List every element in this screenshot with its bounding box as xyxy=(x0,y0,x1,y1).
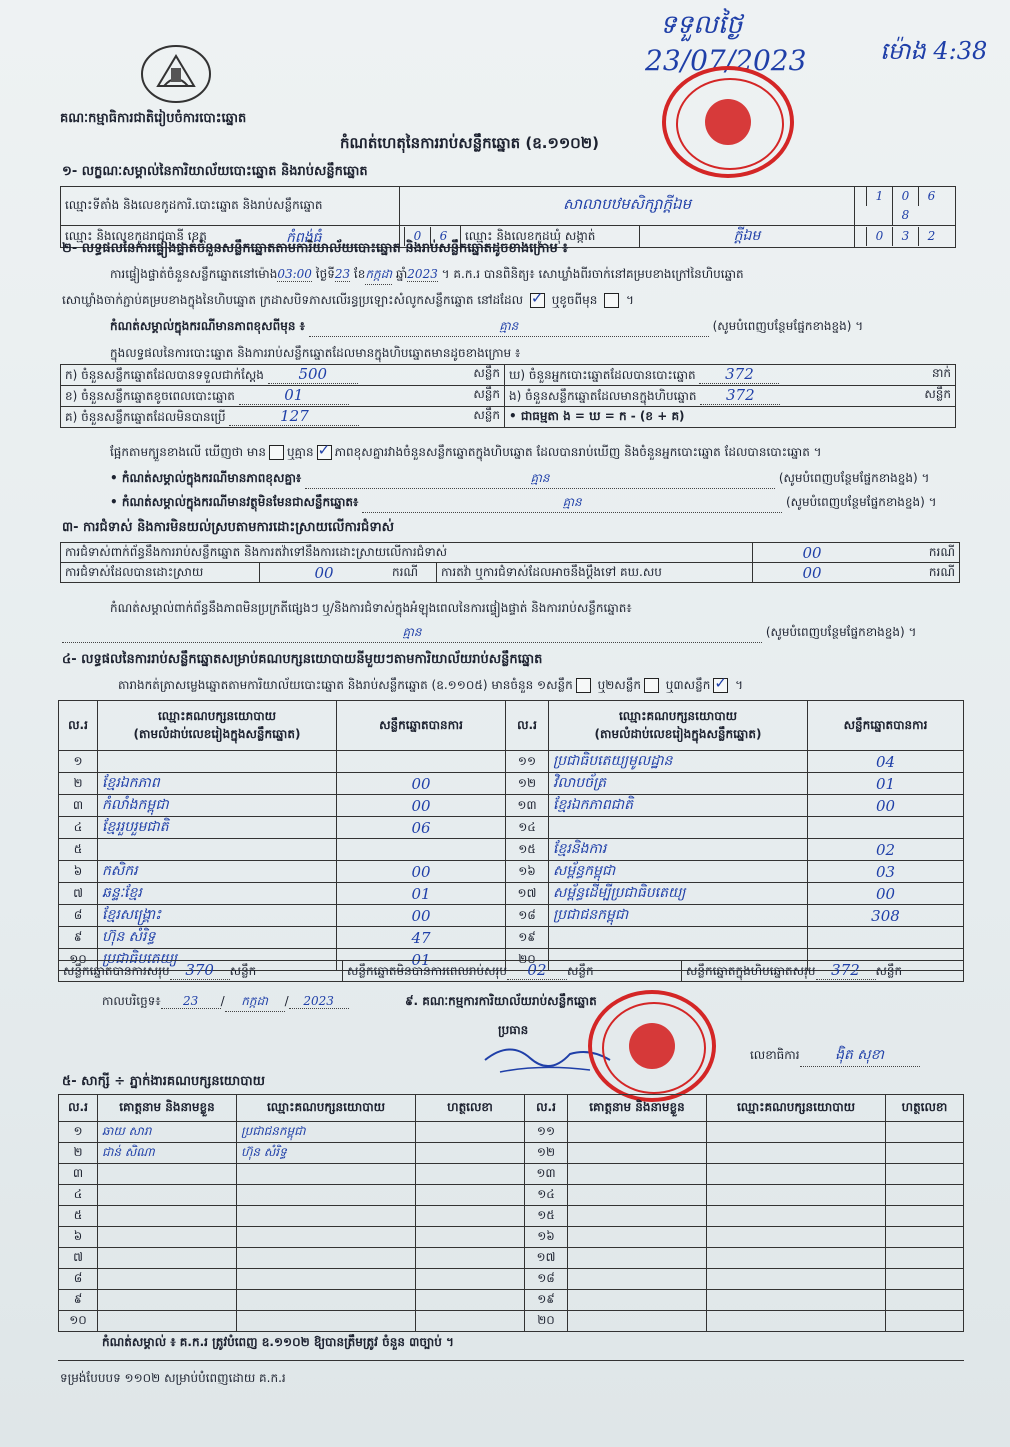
sign-date-line: កាលបរិច្ឆេទ៖ 23 / កក្កដា / 2023 xyxy=(102,993,349,1012)
section2-heading: ២- លទ្ធផលនៃការផ្ទៀងផ្ទាត់ចំនួនសន្លឹកឆ្នោតតាមការិយាល័យបោះឆ្នោត និងរាប់សន្លឹកឆ្នោតដូចខាងក្រោម ៖ xyxy=(62,241,568,256)
count-row: គ) ចំនួនសន្លឹកឆ្នោតដែលមិនបានប្រើ 127 សន្លឹក • ជាធម្មតា ង = ឃ = ក - (ខ + គ) xyxy=(61,407,956,428)
witness-party xyxy=(237,1185,416,1206)
party-name: ហ៊ុន សំរិទ្ធ xyxy=(98,927,337,949)
party-name: ខ្មែរឯកភាពជាតិ xyxy=(549,795,808,817)
witness-number: ២០ xyxy=(525,1311,568,1332)
witness-party: ប្រជាជនកម្ពុជា xyxy=(237,1122,416,1143)
witness-number: ៩ xyxy=(59,1290,98,1311)
witness-number: ១៣ xyxy=(525,1164,568,1185)
witness-signature xyxy=(416,1164,525,1185)
diff-note-line: • កំណត់សម្គាល់ក្នុងករណីមានភាពខុសគ្នា៖ គ្មាន (សូមបំពេញបន្ថែមផ្នែកខាងខ្នង) ។ xyxy=(110,470,960,489)
witness-party xyxy=(707,1227,886,1248)
witness-number: ៤ xyxy=(59,1185,98,1206)
total-invalid-cell: សន្លឹកឆ្នោតមិនបានការពេលរាប់សរុប 02 សន្លឹក xyxy=(343,961,682,982)
party-votes: 00 xyxy=(337,905,506,927)
witness-number: ៣ xyxy=(59,1164,98,1185)
witness-party xyxy=(237,1206,416,1227)
witness-signature xyxy=(416,1227,525,1248)
party-votes: 06 xyxy=(337,817,506,839)
witness-number: ១៥ xyxy=(525,1206,568,1227)
total-box-cell: សន្លឹកឆ្នោតក្នុងហិបឆ្នោតសរុប 372 សន្លឹក xyxy=(682,961,964,982)
votes-row xyxy=(59,839,964,861)
footer-divider xyxy=(58,1360,964,1361)
witness-row xyxy=(59,1164,964,1185)
party-votes: 01 xyxy=(337,949,506,971)
section1-heading: ១- លក្ខណៈសម្គាល់នៃការិយាល័យបោះឆ្នោត និងរាប់សន្លឹកឆ្នោត xyxy=(62,164,368,179)
party-name xyxy=(98,751,337,773)
witness-name xyxy=(98,1164,237,1185)
three-sheets-checkbox[interactable] xyxy=(713,678,728,693)
party-name xyxy=(98,839,337,861)
witness-name xyxy=(98,1227,237,1248)
witness-name xyxy=(98,1269,237,1290)
received-time: ម៉ោង 4:38 xyxy=(880,37,988,65)
section4-heading: ៤- លទ្ធផលនៃការរាប់សន្លឹកឆ្នោតសម្រាប់គណបក្សនយោបាយនីមួយៗតាមការិយាល័យរាប់សន្លឹកឆ្នោត xyxy=(62,652,543,667)
witness-signature xyxy=(416,1185,525,1206)
witness-name xyxy=(568,1185,707,1206)
party-name: ប្រជាធិបតេយ្យមូលដ្ឋាន xyxy=(549,751,808,773)
voters-count: 372 xyxy=(699,365,779,384)
votes-row xyxy=(59,817,964,839)
witness-number: ១ xyxy=(59,1122,98,1143)
province-code: 0 6 xyxy=(400,226,461,248)
witness-row xyxy=(59,1269,964,1290)
witness-name xyxy=(568,1227,707,1248)
witness-party xyxy=(707,1248,886,1269)
witness-number: ១៤ xyxy=(525,1185,568,1206)
witness-row xyxy=(59,1311,964,1332)
commune-code: 0 3 2 xyxy=(855,226,956,248)
witness-number: ១៨ xyxy=(525,1269,568,1290)
party-name: សម្ព័ន្ធកម្ពុជា xyxy=(549,861,808,883)
witness-signature xyxy=(886,1164,964,1185)
verify-year: 2023 xyxy=(407,267,438,281)
objection-label: ការជំទាស់ពាក់ព័ន្ធនឹងការរាប់សន្លឹកឆ្នោត និងការតវ៉ាទៅនឹងការដោះស្រាយលើការជំទាស់ xyxy=(61,543,753,563)
party-name xyxy=(549,927,808,949)
committee-stamp xyxy=(588,990,716,1102)
party-name: ខ្មែរនិងការ xyxy=(549,839,808,861)
resolved-count: 00 xyxy=(260,563,389,583)
witness-number: ១១ xyxy=(525,1122,568,1143)
official-stamp xyxy=(662,66,794,178)
witness-signature xyxy=(416,1290,525,1311)
witness-number: ១៦ xyxy=(525,1227,568,1248)
witness-party xyxy=(707,1143,886,1164)
no-diff-checkbox[interactable] xyxy=(317,445,332,460)
witness-name xyxy=(98,1206,237,1227)
party-number: ១៤ xyxy=(506,817,549,839)
witness-table: ល.រ គោត្តនាម និងនាមខ្លួន ឈ្មោះគណបក្សនយោបាយ ហត្ថលេខា ល.រ គោត្តនាម និងនាមខ្លួន ឈ្មោះគណបក្សនយោបាយ ហត្ថលេខា ១ ឆាយ សារា ប្រជាជនកម្ពុជា ១១ ២ ជាន់ សិណា ហ៊ុន សំរិទ្ធ ១២ ៣ ១៣ ៤ ១៤ ៥ ១៥ ៦ ១៦ ៧ ១៧ ៨ ១៨ ៩ ១៩ ១០ ២០ xyxy=(58,1094,964,1332)
witness-signature xyxy=(416,1269,525,1290)
sign-month: កក្កដា xyxy=(225,993,285,1012)
party-votes: 00 xyxy=(808,795,964,817)
footer-note: ទម្រង់បែបបទ ១១០២ សម្រាប់បំពេញដោយ គ.ក.រ xyxy=(60,1371,286,1385)
party-votes: 47 xyxy=(337,927,506,949)
witness-number: ១០ xyxy=(59,1311,98,1332)
seal-line: សោឃ្លាំងចាក់ភ្ជាប់គម្របខាងក្នុងនៃហិបឆ្នោត ក្រដាសបិទភាសលើរន្ធប្រឡោះសំលូកសន្លឹកឆ្នោត នៅដដែល ✓ ឬខូចពីមុន ។ xyxy=(62,292,634,310)
appeal-count: 00 xyxy=(753,563,872,583)
witness-party xyxy=(707,1311,886,1332)
party-votes: 00 xyxy=(808,883,964,905)
attach-line: តារាងកត់ត្រាសម្លេងឆ្នោតតាមការិយាល័យបោះឆ្នោត និងរាប់សន្លឹកឆ្នោត (ឧ.១១០៥) មានចំនួន ១សន្លឹក ឬ២សន្លឹក ឬ៣សន្លឹក✓ ។ xyxy=(118,677,743,695)
party-votes: 01 xyxy=(337,883,506,905)
witness-party xyxy=(707,1122,886,1143)
witness-party xyxy=(707,1164,886,1185)
votes-row xyxy=(59,751,964,773)
witness-row xyxy=(59,1122,964,1143)
witness-number: ៧ xyxy=(59,1248,98,1269)
witness-signature xyxy=(416,1248,525,1269)
secretary-line: លេខាធិការ ង៉ិត សុខា xyxy=(750,1045,920,1067)
witness-party xyxy=(237,1269,416,1290)
count-row: ខ) ចំនួនសន្លឹកឆ្នោតខូចពេលបោះឆ្នោត 01 សន្លឹក ង) ចំនួនសន្លឹកឆ្នោតដែលមានក្នុងហិបឆ្នោត 372 សន្លឹក xyxy=(61,386,956,407)
objection-count: 00 xyxy=(753,543,872,563)
party-name: កំលាំងកម្ពុជា xyxy=(98,795,337,817)
party-name: ខ្មែរសង្គ្រោះ xyxy=(98,905,337,927)
witness-name xyxy=(568,1122,707,1143)
witness-signature xyxy=(886,1143,964,1164)
party-votes: 04 xyxy=(808,751,964,773)
party-number: ១០ xyxy=(59,949,98,971)
witness-party xyxy=(707,1206,886,1227)
party-name: កសិករ xyxy=(98,861,337,883)
party-name: វិលាបច័ត្រ xyxy=(549,773,808,795)
witness-signature xyxy=(416,1206,525,1227)
broken-checkbox[interactable] xyxy=(604,293,619,308)
party-number: ៤ xyxy=(59,817,98,839)
has-diff-checkbox[interactable] xyxy=(269,445,284,460)
witness-party xyxy=(707,1185,886,1206)
appeal-label: ការតវ៉ា ឬការជំទាស់ដែលអាចនឹងប្តឹងទៅ គឃ.សប xyxy=(437,563,753,583)
irregularity-label: កំណត់សម្គាល់ពាក់ព័ន្ធនឹងភាពមិនប្រក្រតីផ្សេងៗ ឬ/និងការជំទាស់ក្នុងអំឡុងពេលនៃការផ្ទៀងផ្ទាត់ និងការរាប់សន្លឹកឆ្នោត៖ xyxy=(110,601,632,615)
resolved-label: ការជំទាស់ដែលបានដោះស្រាយ xyxy=(61,563,260,583)
received-note: ទទួលថ្ងៃ xyxy=(660,10,743,40)
votes-row xyxy=(59,795,964,817)
witness-name: ឆាយ សារា xyxy=(98,1122,237,1143)
party-votes: 00 xyxy=(337,795,506,817)
witness-signature xyxy=(886,1122,964,1143)
witness-number: ១៩ xyxy=(525,1290,568,1311)
party-number: ៧ xyxy=(59,883,98,905)
party-number: ៩ xyxy=(59,927,98,949)
total-invalid: 02 xyxy=(507,961,567,980)
witness-party xyxy=(237,1164,416,1185)
witness-signature xyxy=(886,1269,964,1290)
station-table xyxy=(60,186,956,248)
witness-row xyxy=(59,1290,964,1311)
witness-party xyxy=(237,1248,416,1269)
witness-number: ១៧ xyxy=(525,1248,568,1269)
org-name: គណៈកម្មាធិការជាតិរៀបចំការបោះឆ្នោត xyxy=(60,111,247,126)
verify-month: កក្កដា xyxy=(365,266,392,285)
party-number: ៥ xyxy=(59,839,98,861)
commune-value: ក្តីឯម xyxy=(640,226,855,248)
unused-ballots: 127 xyxy=(229,407,359,426)
witness-signature xyxy=(886,1185,964,1206)
commune-label: ឈ្មោះ និងលេខកូដឃុំ សង្កាត់ xyxy=(461,226,640,248)
chair-label: ប្រធាន xyxy=(498,1023,529,1037)
party-name: ប្រជាជនកម្ពុជា xyxy=(549,905,808,927)
witness-name xyxy=(568,1269,707,1290)
province-value: កំពង់ធំ xyxy=(286,229,322,246)
totals-table xyxy=(58,960,964,982)
party-number: ១៨ xyxy=(506,905,549,927)
party-votes xyxy=(337,751,506,773)
witness-row xyxy=(59,1143,964,1164)
party-number: ២ xyxy=(59,773,98,795)
party-name: ឆន្ទៈខ្មែរ xyxy=(98,883,337,905)
witness-number: ១២ xyxy=(525,1143,568,1164)
witness-name xyxy=(98,1185,237,1206)
spoiled-ballots: 01 xyxy=(239,386,349,405)
committee-label: ៩. គណៈកម្មការការិយាល័យរាប់សន្លឹកឆ្នោត xyxy=(405,994,597,1008)
witness-number: ៨ xyxy=(59,1269,98,1290)
party-number: ១៥ xyxy=(506,839,549,861)
party-votes: 00 xyxy=(337,861,506,883)
witness-signature xyxy=(886,1227,964,1248)
witness-number: ២ xyxy=(59,1143,98,1164)
party-votes: 01 xyxy=(808,773,964,795)
objection-table: ការជំទាស់ពាក់ព័ន្ធនឹងការរាប់សន្លឹកឆ្នោត និងការតវ៉ាទៅនឹងការដោះស្រាយលើការជំទាស់ 00 ករណី ការជំទាស់ដែលបានដោះស្រាយ 00 ករណី ការតវ៉ា ឬការជំទាស់ដែលអាចនឹងប្តឹងទៅ គឃ.សប 00 ករណី xyxy=(60,542,960,583)
party-number: ៣ xyxy=(59,795,98,817)
total-valid: 370 xyxy=(170,961,230,980)
party-name: សម្ព័ន្ធដើម្បីប្រជាធិបតេយ្យ xyxy=(549,883,808,905)
section3-heading: ៣- ការជំទាស់ និងការមិនយល់ស្របតាមការដោះស្រាយលើការជំទាស់ xyxy=(62,520,394,535)
party-name: ខ្មែររួបរួមជាតិ xyxy=(98,817,337,839)
invalid-note-value: គ្មាន xyxy=(362,494,782,513)
votes-row xyxy=(59,861,964,883)
invalid-note-line: • កំណត់សម្គាល់ក្នុងករណីមានវត្ថុមិនមែនជាសន្លឹកឆ្នោត៖ គ្មាន (សូមបំពេញបន្ថែមផ្នែកខាងខ្នង) ។ xyxy=(110,494,960,513)
footnote: កំណត់សម្គាល់ ៖ គ.ក.រ ត្រូវបំពេញ ឧ.១១០២ ឱ្យបានត្រឹមត្រូវ ចំនួន ៣ច្បាប់ ។ xyxy=(102,1335,454,1349)
witness-row xyxy=(59,1185,964,1206)
witness-party xyxy=(707,1290,886,1311)
witness-party: ហ៊ុន សំរិទ្ធ xyxy=(237,1143,416,1164)
witness-name xyxy=(568,1248,707,1269)
party-votes xyxy=(337,839,506,861)
votes-row xyxy=(59,773,964,795)
verify-time: 03:00 xyxy=(277,267,312,281)
votes-table: ល.រ ឈ្មោះគណបក្សនយោបាយ (តាមលំដាប់លេខរៀងក្នុងសន្លឹកឆ្នោត) សន្លឹកឆ្នោតបានការ ល.រ ឈ្មោះគណបក្សនយោបាយ (តាមលំដាប់លេខរៀងក្នុងសន្លឹកឆ្នោត) សន្លឹកឆ្នោតបានការ ១ ១១ ប្រជាធិបតេយ្យមូលដ្ឋាន 04 ២ ខ្មែរឯកភាព 00 ១២ វិលាបច័ត្រ 01 ៣ កំលាំងកម្ពុជា 00 ១៣ ខ្មែរឯកភាពជាតិ 00 ៤ ខ្មែររួបរួមជាតិ 06 ១៤ ៥ ១៥ ខ្មែរនិងការ 02 ៦ កសិករ 00 ១៦ សម្ព័ន្ធកម្ពុជា 03 ៧ ឆន្ទៈខ្មែរ 01 ១៧ សម្ព័ន្ធដើម្បីប្រជាធិបតេយ្យ 00 ៨ ខ្មែរសង្គ្រោះ 00 ១៨ ប្រជាជនកម្ពុជា 308 ៩ ហ៊ុន សំរិទ្ធ 47 ១៩ ១០ ប្រជាធិបតេយ្យ 01 ២០ xyxy=(58,700,964,971)
party-number: ១២ xyxy=(506,773,549,795)
party-number: ២០ xyxy=(506,949,549,971)
party-number: ១១ xyxy=(506,751,549,773)
witness-signature xyxy=(416,1311,525,1332)
witness-signature xyxy=(886,1248,964,1269)
witness-number: ៦ xyxy=(59,1227,98,1248)
party-number: ១៦ xyxy=(506,861,549,883)
total-box: 372 xyxy=(816,961,876,980)
irregularity-line: គ្មាន (សូមបំពេញបន្ថែមផ្នែកខាងខ្នង) ។ xyxy=(62,624,962,643)
party-number: ១៩ xyxy=(506,927,549,949)
witness-party xyxy=(707,1269,886,1290)
witness-signature xyxy=(886,1311,964,1332)
witness-signature xyxy=(416,1122,525,1143)
party-votes: 03 xyxy=(808,861,964,883)
received-ballots: 500 xyxy=(268,365,358,384)
witness-party xyxy=(237,1290,416,1311)
votes-row xyxy=(59,883,964,905)
witness-row xyxy=(59,1227,964,1248)
witness-name xyxy=(98,1248,237,1269)
party-number: ១៣ xyxy=(506,795,549,817)
irregularity-value: គ្មាន xyxy=(62,624,762,643)
form-title: កំណត់ហេតុនៃការរាប់សន្លឹកឆ្នោត (ឧ.១១០២) xyxy=(340,134,600,152)
witness-signature xyxy=(886,1206,964,1227)
party-name xyxy=(549,817,808,839)
votes-row xyxy=(59,905,964,927)
witness-row xyxy=(59,1248,964,1269)
witness-name xyxy=(568,1311,707,1332)
party-votes: 02 xyxy=(808,839,964,861)
party-votes xyxy=(808,817,964,839)
intact-checkbox[interactable] xyxy=(530,293,545,308)
diff-note-value: គ្មាន xyxy=(305,470,775,489)
witness-row xyxy=(59,1206,964,1227)
witness-name: ជាន់ សិណា xyxy=(98,1143,237,1164)
ballots-in-box: 372 xyxy=(700,386,780,405)
witness-number: ៥ xyxy=(59,1206,98,1227)
received-date: 23/07/2023 xyxy=(645,44,807,77)
witness-signature xyxy=(886,1290,964,1311)
party-name: ប្រជាធិបតេយ្យ xyxy=(98,949,337,971)
change-note-value: គ្មាន xyxy=(309,318,709,337)
party-number: ១៧ xyxy=(506,883,549,905)
secretary-name: ង៉ិត សុខា xyxy=(800,1045,920,1067)
province-cell: ឈ្មោះ និងលេខកូដរាជធានី ខេត្ត កំពង់ធំ xyxy=(61,226,400,248)
witness-signature xyxy=(416,1143,525,1164)
sign-day: 23 xyxy=(161,994,221,1009)
witness-name xyxy=(98,1290,237,1311)
witness-name xyxy=(568,1164,707,1185)
sign-year: 2023 xyxy=(289,994,349,1009)
station-value: សាលាបឋមសិក្សាក្តីឯម xyxy=(400,187,855,226)
party-votes xyxy=(808,927,964,949)
change-note-line: កំណត់សម្គាល់ក្នុងករណីមានភាពខុសពីមុន ៖ គ្មាន (សូមបំពេញបន្ថែមផ្នែកខាងខ្នង) ។ xyxy=(110,318,960,337)
party-number: ៦ xyxy=(59,861,98,883)
party-votes: 00 xyxy=(337,773,506,795)
verify-day: 23 xyxy=(334,267,351,281)
diff-check-line: ផ្អែកតាមក្បួនខាងលើ ឃើញថា មាន ឬគ្មាន✓ ភាពខុសគ្នារវាងចំនួនសន្លឹកឆ្នោតក្នុងហិបឆ្នោត ដែលបានរាប់ឃើញ និងចំនួនអ្នកបោះឆ្នោត ដែលបានបោះឆ្នោត ។ xyxy=(110,444,822,462)
witness-name xyxy=(568,1206,707,1227)
station-code: 1 0 68 xyxy=(855,187,956,226)
witness-party xyxy=(237,1227,416,1248)
party-number: ៨ xyxy=(59,905,98,927)
count-table xyxy=(60,364,956,428)
witness-name xyxy=(568,1290,707,1311)
verify-line: ការផ្ទៀងផ្ទាត់ចំនួនសន្លឹកឆ្នោតនៅម៉ោង03:00 ថ្ងៃទី23 ខែកក្កដា ឆ្នាំ2023 ។ គ.ក.រ បានពិនិត្យ៖ សោឃ្លាំងពីរចាក់នៅគម្របខាងក្រៅនៃហិបឆ្នោត xyxy=(110,266,960,285)
party-number: ១ xyxy=(59,751,98,773)
witness-party xyxy=(237,1311,416,1332)
party-name: ខ្មែរឯកភាព xyxy=(98,773,337,795)
witness-name xyxy=(98,1311,237,1332)
votes-row xyxy=(59,927,964,949)
total-valid-cell: សន្លឹកឆ្នោតបានការសរុប 370 សន្លឹក xyxy=(59,961,343,982)
one-sheet-checkbox[interactable] xyxy=(576,678,591,693)
witness-name xyxy=(568,1143,707,1164)
station-label: ឈ្មោះទីតាំង និងលេខកូដការិ.បោះឆ្នោត និងរាប់សន្លឹកឆ្នោត xyxy=(61,187,400,226)
party-votes: 308 xyxy=(808,905,964,927)
nec-emblem-icon xyxy=(138,42,214,106)
two-sheets-checkbox[interactable] xyxy=(644,678,659,693)
count-row: ក) ចំនួនសន្លឹកឆ្នោតដែលបានទទួលជាក់ស្តែង 500 សន្លឹក ឃ) ចំនួនអ្នកបោះឆ្នោតដែលបានបោះឆ្នោត 372 នាក់ xyxy=(61,365,956,386)
section5-heading: ៥- សាក្សី ÷ ភ្នាក់ងារគណបក្សនយោបាយ xyxy=(62,1074,265,1089)
results-intro: ក្នុងលទ្ធផលនៃការបោះឆ្នោត និងការរាប់សន្លឹកឆ្នោតដែលមានក្នុងហិបឆ្នោតមានដូចខាងក្រោម ៖ xyxy=(110,346,521,360)
